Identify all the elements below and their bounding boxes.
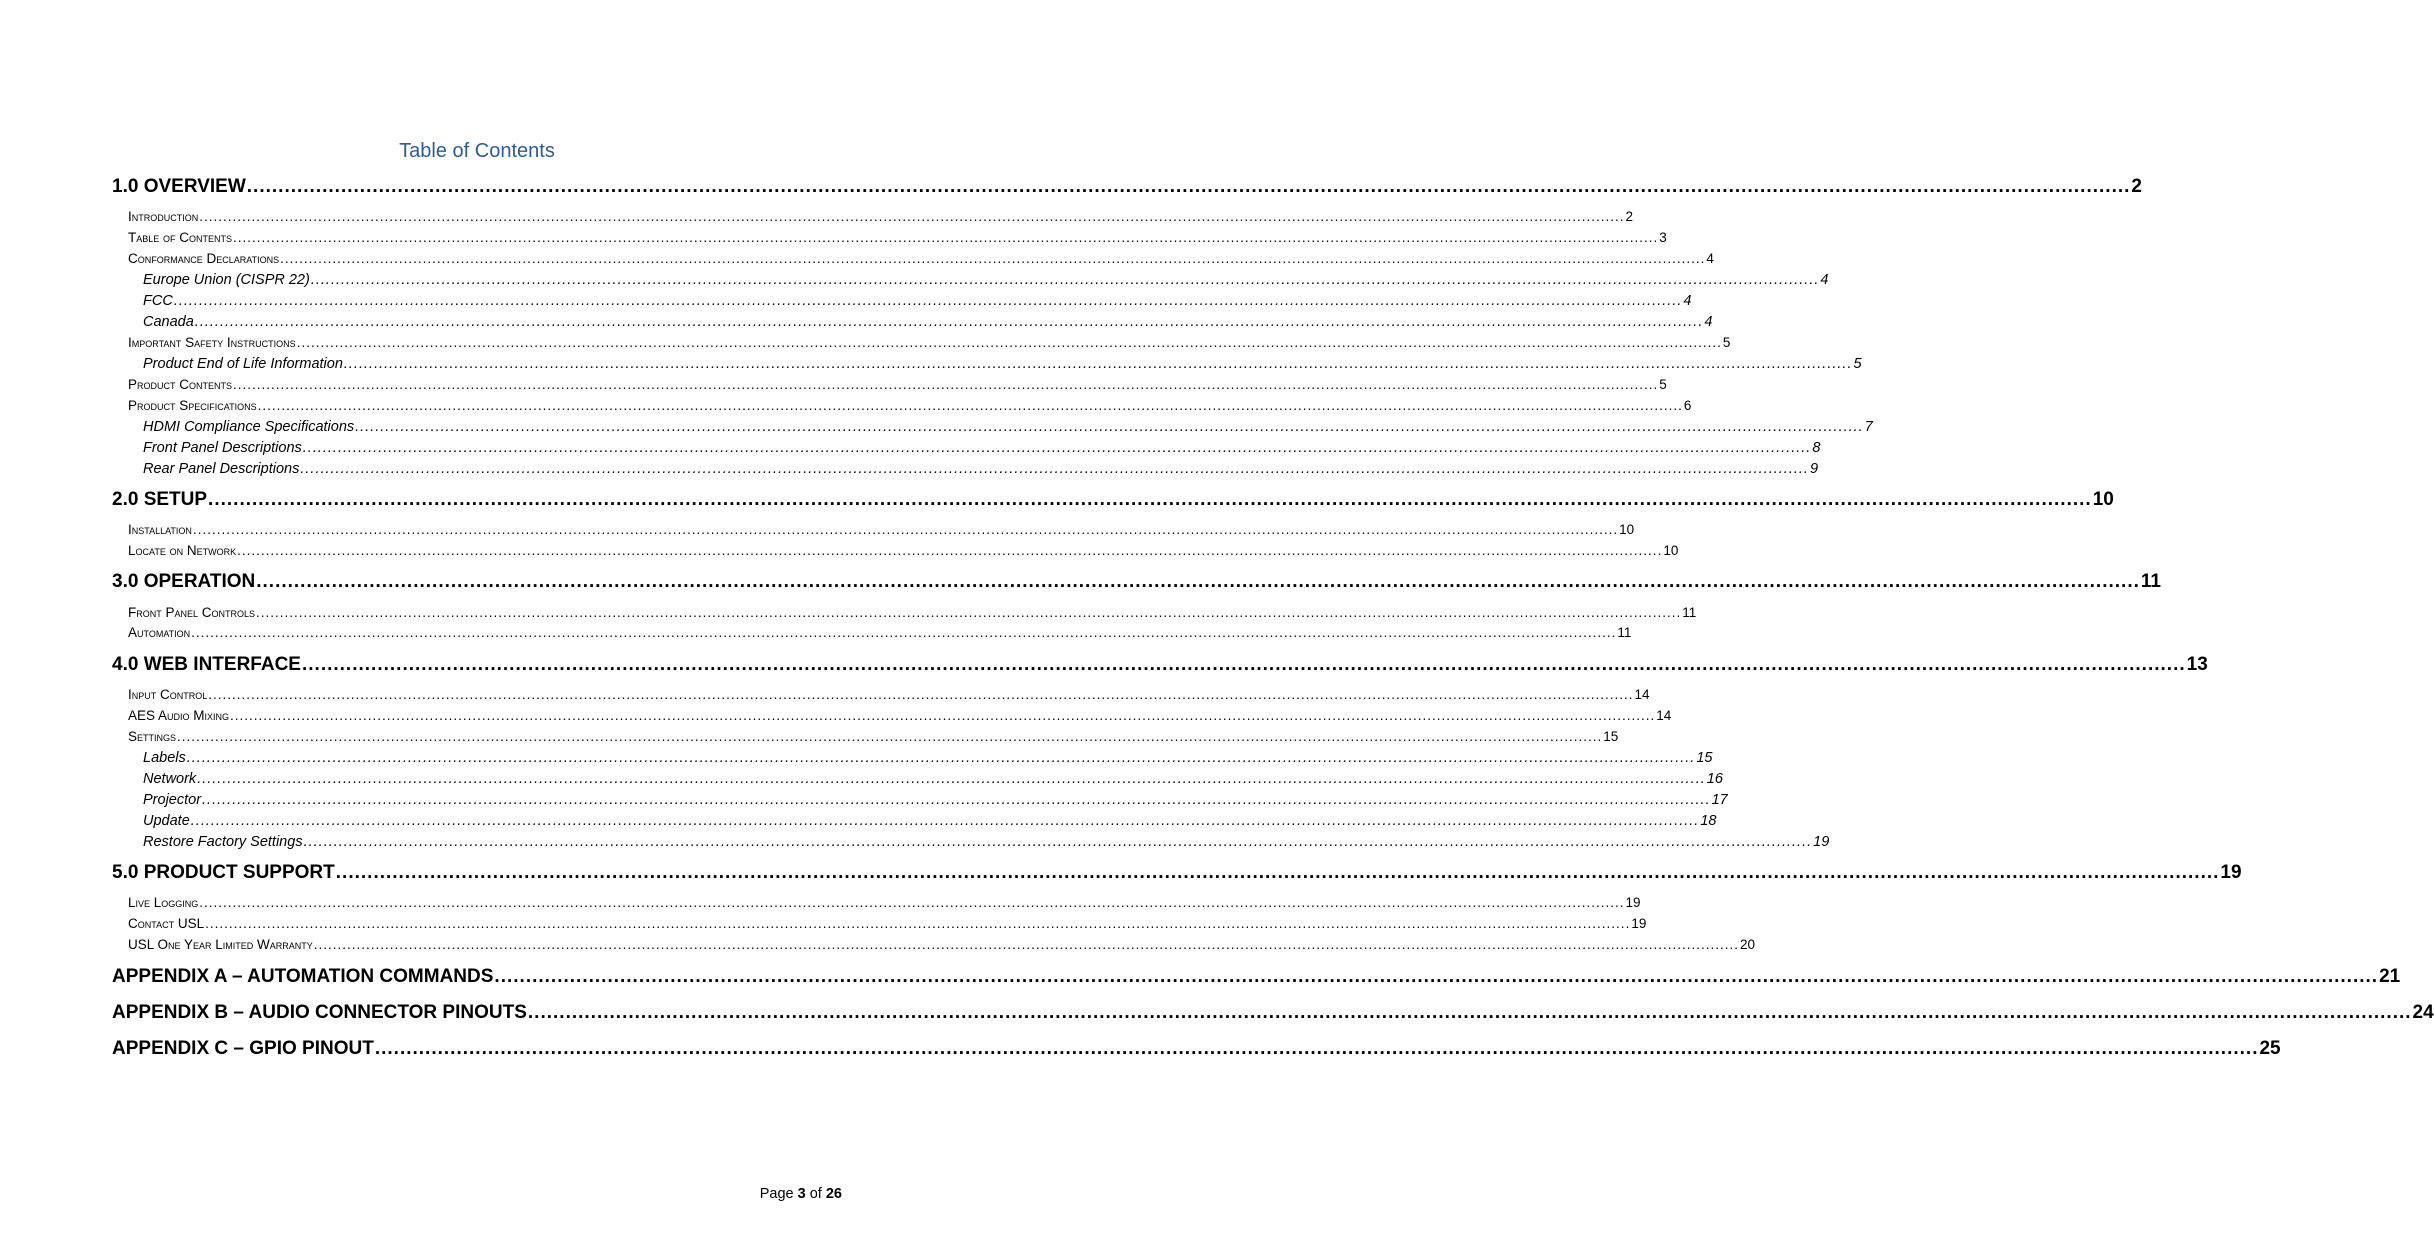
toc-dot-leader: ............................................................................................................................................................................................................................................................................................................ — [296, 335, 1722, 350]
toc-page-number: 4 — [1683, 293, 1692, 309]
toc-entry-level2[interactable] — [128, 937, 1756, 952]
toc-dot-leader: ............................................................................................................................................................................................................................................................................................................ — [527, 1002, 2412, 1023]
toc-page-number: 19 — [2220, 862, 2242, 883]
toc-entry-title: Front Panel Descriptions — [143, 440, 302, 456]
toc-dot-leader: ............................................................................................................................................................................................................................................................................................................ — [177, 729, 1603, 744]
toc-entry-title: Live Logging — [128, 895, 199, 910]
toc-page-number: 10 — [2092, 489, 2114, 510]
toc-entry-level3[interactable] — [143, 293, 1692, 309]
toc-entry-title: Contact USL — [128, 916, 205, 931]
toc-entry-title: Settings — [128, 729, 177, 744]
toc-dot-leader: ............................................................................................................................................................................................................................................................................................................ — [190, 813, 1700, 829]
toc-entry-title: Conformance Declarations — [128, 251, 280, 266]
toc-dot-leader: ............................................................................................................................................................................................................................................................................................................ — [233, 377, 1659, 392]
toc-dot-leader: ............................................................................................................................................................................................................................................................................................................ — [208, 489, 2092, 510]
toc-entry-title: 2.0 SETUP — [112, 489, 208, 510]
toc-page-number: 25 — [2259, 1038, 2281, 1059]
toc-entry-level2[interactable] — [128, 916, 1647, 931]
toc-entry-title: APPENDIX B – AUDIO CONNECTOR PINOUTS — [112, 1002, 527, 1023]
toc-page-number: 4 — [1704, 314, 1713, 330]
toc-page-number: 17 — [1711, 792, 1728, 808]
toc-entry-title: Automation — [128, 625, 191, 640]
toc-page-number: 19 — [1625, 895, 1641, 910]
toc-entry-level3[interactable] — [143, 813, 1717, 829]
toc-page-number: 24 — [2412, 1002, 2434, 1023]
toc-entry-level2[interactable] — [128, 335, 1731, 350]
toc-dot-leader: ............................................................................................................................................................................................................................................................................................................ — [192, 522, 1619, 537]
toc-entry-level2[interactable] — [128, 708, 1672, 723]
toc-entry-level1[interactable] — [112, 176, 2142, 198]
toc-dot-leader: ............................................................................................................................................................................................................................................................................................................ — [301, 654, 2186, 675]
toc-page-number: 7 — [1864, 419, 1873, 435]
toc-entry-level2[interactable] — [128, 729, 1619, 744]
toc-dot-leader: ............................................................................................................................................................................................................................................................................................................ — [256, 605, 1682, 620]
toc-page-number: 3 — [1659, 230, 1667, 245]
toc-page-number: 19 — [1813, 834, 1830, 850]
toc-dot-leader: ............................................................................................................................................................................................................................................................................................................ — [257, 398, 1683, 413]
toc-page-number: 14 — [1656, 708, 1672, 723]
toc-page-number: 5 — [1659, 377, 1667, 392]
toc-entry-level2[interactable] — [128, 230, 1667, 245]
toc-entry-level1[interactable] — [112, 571, 2161, 593]
toc-dot-leader: ............................................................................................................................................................................................................................................................................................................ — [173, 293, 1683, 309]
toc-page-number: 19 — [1631, 916, 1647, 931]
toc-page-number: 4 — [1820, 272, 1829, 288]
toc-dot-leader: ............................................................................................................................................................................................................................................................................................................ — [343, 356, 1853, 372]
toc-entry-level2[interactable] — [128, 687, 1650, 702]
toc-entry-level3[interactable] — [143, 314, 1713, 330]
toc-entry-title: 5.0 PRODUCT SUPPORT — [112, 862, 335, 883]
toc-entry-level1[interactable] — [112, 1038, 2281, 1060]
toc-page-number: 10 — [1663, 543, 1679, 558]
toc-entry-level2[interactable] — [128, 895, 1641, 910]
toc-page-number: 10 — [1619, 522, 1635, 537]
toc-entry-title: APPENDIX C – GPIO PINOUT — [112, 1038, 374, 1059]
toc-entry-title: Table of Contents — [128, 230, 233, 245]
toc-entry-title: Input Control — [128, 687, 208, 702]
toc-page-number: 20 — [1740, 937, 1756, 952]
toc-page-number: 5 — [1853, 356, 1862, 372]
toc-entry-level3[interactable] — [143, 771, 1723, 787]
toc-page-number: 2 — [1625, 209, 1633, 224]
toc-dot-leader: ............................................................................................................................................................................................................................................................................................................ — [302, 440, 1812, 456]
page-footer — [760, 1186, 842, 1202]
toc-entry-title: Network — [143, 771, 197, 787]
toc-entry-title: Front Panel Controls — [128, 605, 256, 620]
toc-entry-level2[interactable] — [128, 522, 1635, 537]
toc-dot-leader: ............................................................................................................................................................................................................................................................................................................ — [256, 571, 2140, 592]
toc-entry-title: 4.0 WEB INTERFACE — [112, 654, 301, 675]
toc-dot-leader: ............................................................................................................................................................................................................................................................................................................ — [199, 895, 1625, 910]
toc-entry-level2[interactable] — [128, 625, 1632, 640]
toc-entry-level3[interactable] — [143, 792, 1728, 808]
toc-entry-level3[interactable] — [143, 419, 1873, 435]
toc-entry-level2[interactable] — [128, 398, 1692, 413]
toc-entry-title: Installation — [128, 522, 192, 537]
toc-entry-title: 3.0 OPERATION — [112, 571, 256, 592]
toc-dot-leader: ............................................................................................................................................................................................................................................................................................................ — [199, 209, 1625, 224]
toc-dot-leader: ............................................................................................................................................................................................................................................................................................................ — [300, 461, 1809, 477]
footer-current-page: 3 — [797, 1186, 806, 1202]
toc-dot-leader: ............................................................................................................................................................................................................................................................................................................ — [205, 916, 1631, 931]
toc-entry-title: Rear Panel Descriptions — [143, 461, 300, 477]
toc-dot-leader: ............................................................................................................................................................................................................................................................................................................ — [202, 792, 1711, 808]
toc-dot-leader: ............................................................................................................................................................................................................................................................................................................ — [197, 771, 1706, 787]
toc-entry-title: FCC — [143, 293, 173, 309]
toc-dot-leader: ............................................................................................................................................................................................................................................................................................................ — [374, 1038, 2259, 1059]
toc-entry-title: Important Safety Instructions — [128, 335, 296, 350]
toc-entry-title: Labels — [143, 750, 186, 766]
toc-dot-leader: ............................................................................................................................................................................................................................................................................................................ — [313, 937, 1740, 952]
toc-entry-level2[interactable] — [128, 209, 1633, 224]
toc-entry-level3[interactable] — [143, 440, 1821, 456]
toc-page-number: 14 — [1634, 687, 1650, 702]
toc-entry-title: Europe Union (CISPR 22) — [143, 272, 310, 288]
toc-page-number: 11 — [1617, 625, 1632, 640]
toc-dot-leader: ............................................................................................................................................................................................................................................................................................................ — [335, 862, 2220, 883]
toc-dot-leader: ............................................................................................................................................................................................................................................................................................................ — [191, 625, 1617, 640]
toc-entry-level2[interactable] — [128, 251, 1714, 266]
toc-entry-title: APPENDIX A – AUTOMATION COMMANDS — [112, 966, 494, 987]
toc-entry-title: Restore Factory Settings — [143, 834, 303, 850]
toc-page-number: 4 — [1706, 251, 1714, 266]
toc-dot-leader: ............................................................................................................................................................................................................................................................................................................ — [186, 750, 1696, 766]
toc-page-number: 15 — [1696, 750, 1713, 766]
toc-dot-leader: ............................................................................................................................................................................................................................................................................................................ — [233, 230, 1659, 245]
toc-page-number: 11 — [2140, 571, 2161, 592]
toc-title: Table of Contents — [399, 140, 555, 162]
toc-entry-level1[interactable] — [112, 862, 2242, 884]
toc-page-number: 16 — [1706, 771, 1723, 787]
toc-entry-level3[interactable] — [143, 750, 1713, 766]
toc-page-number: 5 — [1722, 335, 1731, 350]
toc-entry-level3[interactable] — [143, 461, 1819, 477]
toc-dot-leader: ............................................................................................................................................................................................................................................................................................................ — [310, 272, 1820, 288]
toc-entry-level1[interactable] — [112, 654, 2208, 676]
toc-dot-leader: ............................................................................................................................................................................................................................................................................................................ — [280, 251, 1706, 266]
toc-entry-title: Locate on Network — [128, 543, 237, 558]
footer-total-pages: 26 — [825, 1186, 842, 1202]
toc-entry-level1[interactable] — [112, 489, 2114, 511]
toc-entry-title: AES Audio Mixing — [128, 708, 230, 723]
toc-entry-title: Product Specifications — [128, 398, 257, 413]
toc-entry-level2[interactable] — [128, 377, 1667, 392]
toc-entry-title: Projector — [143, 792, 202, 808]
toc-dot-leader: ............................................................................................................................................................................................................................................................................................................ — [208, 687, 1634, 702]
toc-page-number: 9 — [1809, 461, 1819, 477]
footer-of: of — [809, 1186, 822, 1202]
toc-entry-level2[interactable] — [128, 605, 1697, 620]
toc-dot-leader: ............................................................................................................................................................................................................................................................................................................ — [494, 966, 2379, 987]
toc-dot-leader: ............................................................................................................................................................................................................................................................................................................ — [246, 176, 2131, 197]
toc-entry-title: 1.0 OVERVIEW — [112, 176, 246, 197]
toc-page-number: 8 — [1812, 440, 1821, 456]
toc-dot-leader: ............................................................................................................................................................................................................................................................................................................ — [230, 708, 1656, 723]
toc-page-number: 6 — [1683, 398, 1692, 413]
toc-entry-title: Canada — [143, 314, 194, 330]
toc-entry-title: Update — [143, 813, 190, 829]
toc-entry-level1[interactable] — [112, 1002, 2434, 1024]
toc-entry-level3[interactable] — [143, 272, 1829, 288]
toc-entry-level2[interactable] — [128, 543, 1679, 558]
toc-page-number: 13 — [2186, 654, 2208, 675]
toc-entry-title: Introduction — [128, 209, 199, 224]
toc-page-number: 2 — [2131, 176, 2142, 197]
toc-entry-title: HDMI Compliance Specifications — [143, 419, 355, 435]
toc-dot-leader: ............................................................................................................................................................................................................................................................................................................ — [194, 314, 1704, 330]
toc-dot-leader: ............................................................................................................................................................................................................................................................................................................ — [237, 543, 1663, 558]
footer-prefix: Page — [759, 1186, 794, 1202]
toc-entry-title: Product End of Life Information — [143, 356, 343, 372]
toc-dot-leader: ............................................................................................................................................................................................................................................................................................................ — [355, 419, 1864, 435]
toc-entry-level1[interactable] — [112, 966, 2401, 988]
toc-page-number: 18 — [1700, 813, 1717, 829]
toc-page-number: 21 — [2379, 966, 2401, 987]
toc-entry-title: Product Contents — [128, 377, 233, 392]
toc-dot-leader: ............................................................................................................................................................................................................................................................................................................ — [303, 834, 1813, 850]
toc-entry-level3[interactable] — [143, 834, 1830, 850]
toc-page-number: 15 — [1603, 729, 1619, 744]
toc-page-number: 11 — [1682, 605, 1697, 620]
toc-entry-level3[interactable] — [143, 356, 1862, 372]
toc-entry-title: USL One Year Limited Warranty — [128, 937, 313, 952]
